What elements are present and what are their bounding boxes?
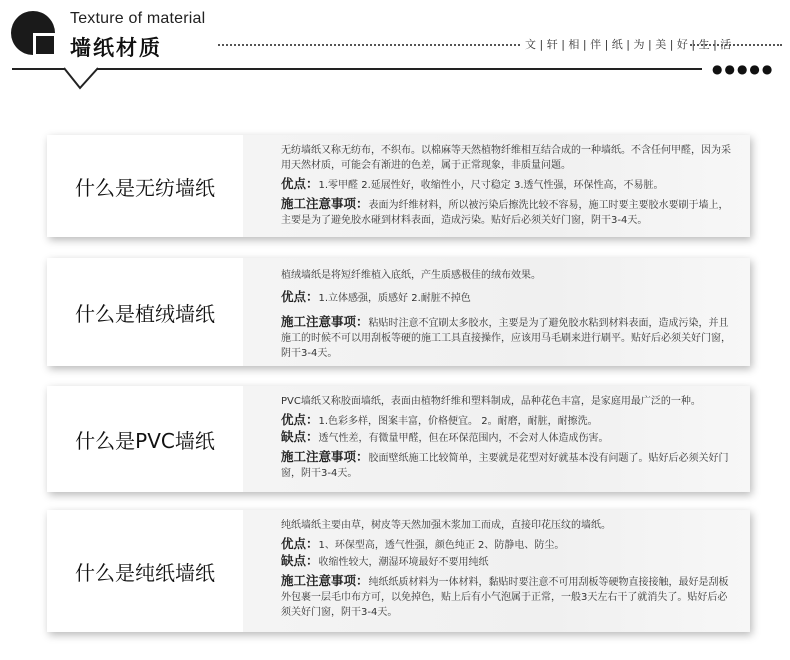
notes-label: 施工注意事项： bbox=[281, 449, 369, 464]
card-body bbox=[243, 386, 750, 492]
card-body bbox=[243, 135, 750, 237]
header-title-cn: 墙纸材质 bbox=[70, 36, 162, 60]
cons-text: 透气性差，有微量甲醛，但在环保范围内，不会对人体造成伤害。 bbox=[318, 433, 609, 444]
cons-label: 缺点： bbox=[281, 429, 319, 444]
card-intro: 无纺墙纸又称无纺布，不织布。以棉麻等天然植物纤维相互结合成的一种墙纸。不含任何甲醛，因为采用天然材质，可能会有渐进的色差，属于正常现象，非质量问题。 bbox=[281, 145, 731, 171]
pros-label: 优点： bbox=[281, 412, 319, 427]
card-title: 什么是纯纸墙纸 bbox=[75, 560, 215, 585]
card-title: 什么是PVC墙纸 bbox=[75, 428, 215, 453]
pros-text: 1.立体感强，质感好 2.耐脏不掉色 bbox=[318, 293, 471, 304]
header-dotted-line-left bbox=[218, 44, 520, 46]
pros-label: 优点： bbox=[281, 289, 319, 304]
notes-label: 施工注意事项： bbox=[281, 196, 369, 211]
card-body bbox=[243, 258, 750, 366]
pros-label: 优点： bbox=[281, 536, 319, 551]
cons-text: 收缩性较大，潮湿环境最好不要用纯纸 bbox=[318, 557, 489, 568]
card-nonwoven bbox=[47, 135, 750, 237]
card-title: 什么是无纺墙纸 bbox=[75, 175, 215, 200]
card-pure-paper bbox=[47, 510, 750, 632]
notes-label: 施工注意事项： bbox=[281, 573, 369, 588]
pros-label: 优点： bbox=[281, 176, 319, 191]
card-intro: PVC墙纸又称胶面墙纸，表面由植物纤维和塑料制成，品种花色丰富，是家庭用最广泛的一种。 bbox=[281, 396, 701, 407]
header-dotted-line-right bbox=[690, 44, 782, 46]
header-slogan: 文 | 轩 | 相 | 伴 | 纸 | 为 | 美 | 好 | 生 | 活 bbox=[525, 38, 732, 51]
header-title-en: Texture of material bbox=[70, 10, 206, 27]
header-notch-icon bbox=[62, 66, 102, 92]
circle-corner-logo-icon bbox=[10, 10, 56, 56]
notes-text: 纯纸纸质材料为一体材料，黏贴时要注意不可用刮板等硬物直接接触，最好是刮板外包裹一层毛巾布方可，以免掉色，贴上后有小气泡属于正常，一般3天左右干了就消失了。贴好后必须关好门窗，阴干3-4天。 bbox=[281, 577, 729, 618]
notes-text: 胶面壁纸施工比较简单，主要就是花型对好就基本没有问题了。贴好后必须关好门窗，阴干3-4天。 bbox=[281, 453, 729, 479]
card-intro: 纯纸墙纸主要由草，树皮等天然加强木浆加工而成，直接印花压纹的墙纸。 bbox=[281, 520, 611, 531]
pros-text: 1.色彩多样，图案丰富，价格便宜。 2。耐磨，耐脏，耐擦洗。 bbox=[318, 416, 598, 427]
card-body bbox=[243, 510, 750, 632]
cons-label: 缺点： bbox=[281, 553, 319, 568]
pros-text: 1、环保型高，透气性强，颜色纯正 2、防静电、防尘。 bbox=[318, 540, 565, 551]
header-rule bbox=[12, 68, 702, 70]
pros-text: 1.零甲醛 2.延展性好，收缩性小，尺寸稳定 3.透气性强，环保性高，不易脏。 bbox=[318, 180, 664, 191]
notes-text: 表面为纤维材料，所以被污染后擦洗比较不容易，施工时要主要胶水要刷于墙上，主要是为了避免胶水碰到材料表面，造成污染。贴好后必须关好门窗，阴干3-4天。 bbox=[281, 200, 729, 226]
card-flocking bbox=[47, 258, 750, 366]
header-bullets: ●●●●● bbox=[712, 62, 775, 76]
notes-label: 施工注意事项： bbox=[281, 314, 369, 329]
card-pvc bbox=[47, 386, 750, 492]
card-title: 什么是植绒墙纸 bbox=[75, 301, 215, 326]
card-intro: 植绒墙纸是将短纤维植入底纸，产生质感极佳的绒布效果。 bbox=[281, 270, 541, 281]
notes-text: 粘贴时注意不宜刷太多胶水，主要是为了避免胶水粘到材料表面，造成污染，并且施工的时候不可以用刮板等硬的施工工具直接操作，应该用马毛刷来进行刷平。贴好后必须关好门窗，阴干3-4天。 bbox=[281, 318, 731, 359]
